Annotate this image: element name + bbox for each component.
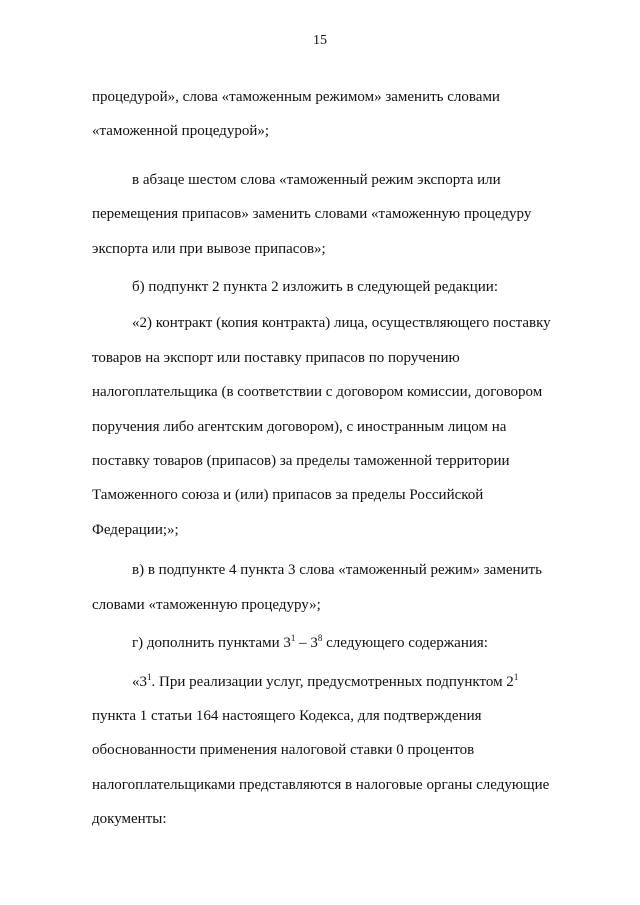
paragraph-5-line-1: в) в подпункте 4 пункта 3 слова «таможенный режим» заменить [132, 562, 542, 579]
paragraph-1 [92, 80, 552, 149]
paragraph-4-line-7: Федерации;»; [92, 521, 179, 538]
paragraph-7-line-3: обоснованности применения налоговой ставки 0 процентов [92, 742, 475, 759]
paragraph-7-open: «3 [132, 673, 147, 690]
paragraph-7-line-1-rest: . При реализации услуг, предусмотренных подпунктом 2 [151, 673, 514, 690]
paragraph-2-line-1: в абзаце шестом слова «таможенный режим экспорта или [132, 171, 501, 188]
document-body [92, 80, 552, 837]
page-number: 15 [313, 33, 327, 48]
paragraph-3-line-1: б) подпункт 2 пункта 2 изложить в следующей редакции: [132, 279, 498, 296]
paragraph-5-line-2: словами «таможенную процедуру»; [92, 596, 321, 613]
paragraph-4-line-2: товаров на экспорт или поставку припасов по поручению [92, 349, 460, 366]
paragraph-4-line-3: налогоплательщика (в соответствии с договором комиссии, договором [92, 384, 543, 401]
paragraph-2 [92, 163, 552, 266]
paragraph-6-superscript-8: 8 [317, 633, 323, 644]
paragraph-6-dash: – 3 [295, 635, 318, 652]
paragraph-2-line-2: перемещения припасов» заменить словами «таможенную процедуру [92, 206, 532, 223]
paragraph-6-text-before: г) дополнить пунктами 3 [132, 635, 291, 652]
paragraph-4-line-6: Таможенного союза и (или) припасов за пределы Российской [92, 487, 484, 504]
paragraph-1-line-2: «таможенной процедурой»; [92, 123, 270, 140]
paragraph-4-line-5: поставку товаров (припасов) за пределы таможенной территории [92, 453, 510, 470]
paragraph-6-text-after: следующего содержания: [322, 635, 488, 652]
paragraph-7-line-4: налогоплательщиками представляются в налоговые органы следующие [92, 776, 550, 793]
paragraph-1-line-1: процедурой», слова «таможенным режимом» заменить словами [92, 89, 500, 105]
paragraph-7-superscript-2: 1 [513, 671, 519, 682]
paragraph-6 [92, 626, 552, 660]
paragraph-7-line-5: документы: [92, 811, 167, 828]
paragraph-7-superscript-1: 1 [147, 671, 152, 682]
paragraph-4-line-1: «2) контракт (копия контракта) лица, осуществляющего поставку [132, 315, 551, 332]
paragraph-3 [92, 270, 552, 304]
paragraph-4 [92, 306, 552, 547]
paragraph-4-line-4: поручения либо агентским договором), с иностранным лицом на [92, 418, 507, 435]
paragraph-5 [92, 553, 552, 622]
paragraph-2-line-3: экспорта или при вывозе припасов»; [92, 240, 326, 257]
paragraph-6-superscript-1: 1 [290, 633, 296, 644]
paragraph-7 [92, 665, 552, 837]
paragraph-7-line-2: пункта 1 статьи 164 настоящего Кодекса, для подтверждения [92, 707, 482, 724]
